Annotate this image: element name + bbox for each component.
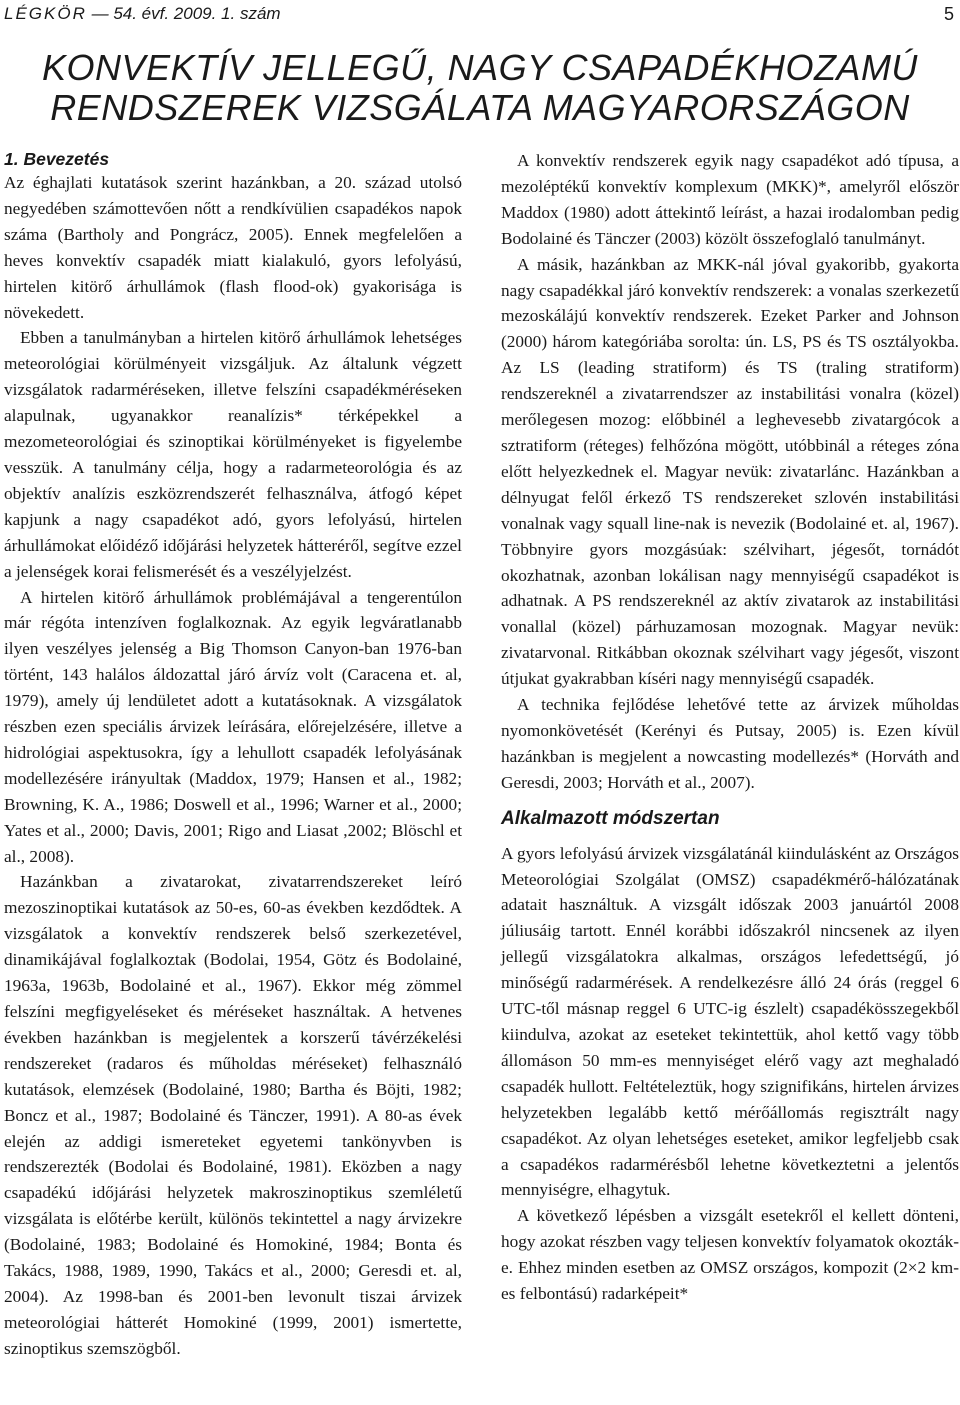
- paragraph: A másik, hazánkban az MKK-nál jóval gyakoribb, gyakorta nagy csapadékkal járó konvektív rendszerek: a vonalas szerkezetű mezoskálájú konvektív rendszerek. Ezeket Parker and Johnson (2000) három kategóriába sorolta: ún. LS, PS és TS osztályokba. Az LS (leading stratiform) és TS (traling stratiform) rendszereknél a zivatarrendszer az instabilitási vonalra (közel) merőlegesen mozog: előbbinél a leghevesebb zivatargócok a sztratiform (réteges) felhőzóna mögött, utóbbinál a réteges zóna előtt helyezkednek el. Magyar nevük: zivatarlánc. Hazánkban a délnyugat felől érkező TS rendszereket szlovén instabilitási vonalnak vagy squall line-nak is nevezik (Bodolainé et. al, 1967). Többnyire gyors mozgásúak: szélvihart, jégesőt, tornádót okozhatnak, azonban lokálisan nagy mennyiségű csapadékot is adhatnak. A PS rendszereknél az aktív zivatarok az instabilitási vonallal (közel) párhuzamosan mozognak. Magyar nevük: zivatarvonal. Ritkábban okoznak szélvihart vagy jégesőt, viszont útjukat gyakrabban kíséri nagy mennyiségű csapadék.: [501, 254, 959, 689]
- section-heading-methodology: Alkalmazott módszertan: [501, 807, 720, 829]
- paragraph: A következő lépésben a vizsgált esetekről el kellett dönteni, hogy azokat részben vagy teljesen konvektív folyamatok okozták-e. Ehhez minden esetben az OMSZ országos, kompozit (2×2 km-es felbontású) radarképeit*: [501, 1206, 959, 1304]
- title-line-1: KONVEKTÍV JELLEGŰ, NAGY CSAPADÉKHOZAMÚ: [42, 47, 918, 88]
- paragraph: A konvektív rendszerek egyik nagy csapadékot adó típusa, a mezoléptékű konvektív komplexum (MKK)*, amelyről először Maddox (1980) adott áttekintő leírást, a hazai irodalomban pedig Bodolainé és Tänczer (2003) közölt összefoglaló tanulmányt.: [501, 151, 959, 248]
- paragraph: Ebben a tanulmányban a hirtelen kitörő árhullámok lehetséges meteorológiai körülményeit vizsgáljuk. Az általunk végzett vizsgálatok radarméréseken, illetve felszíni csapadékméréseken alapulnak, ugyanakkor reanalízis* térképekkel a mezometeorológiai és szinoptikai körülményeket is figyelembe vesszük. A tanulmány célja, hogy a radarmeteorológia és az objektív analízis eszközrendszerét felhasználva, átfogó képet kapjunk a nagy csapadékot adó, gyors lefolyású, hirtelen árhullámokat előidéző időjárási helyzetek hátteréről, segítve ezzel a jelenségek korai felismerését és a veszélyjelzést.: [4, 328, 462, 581]
- article-title: [0, 48, 960, 128]
- journal-name: LÉGKÖR: [4, 4, 87, 23]
- right-column: [501, 148, 959, 1307]
- paragraph: Hazánkban a zivatarokat, zivatarrendszereket leíró mezoszinoptikai kutatások az 50-es, 60-as években kezdődtek. A vizsgálatok a konvektív rendszerek belső szerkezetével, dinamikájával foglalkoztak (Bodolai, 1954, Götz és Bodolainé, 1963a, 1963b, Bodolainé et al., 1967). Ekkor még zömmel felszíni megfigyeléseket és méréseket használtak. A hetvenes években hazánkban is megjelentek a korszerű távérzékelési rendszereket (radaros és műholdas méréseket) felhasználó kutatások, elemzések (Bodolainé, 1980; Bartha és Böjti, 1982; Boncz et al., 1987; Bodolainé és Tänczer, 1991). A 80-as évek elején az addigi ismereteket egyetemi tankönyvben is rendszerezték (Bodolai és Bodolainé, 1981). Eközben a nagy csapadékú időjárási helyzetek makroszinoptikus szemléletű vizsgálata is előtérbe került, különös tekintettel a nagy árvizekre (Bodolainé, 1983; Bodolainé és Homokiné, 1984; Bonta és Takács, 1988, 1989, 1990, Takács et al., 2000; Geresdi et. al, 2004). Az 1998-ban és 2001-ben levonult tiszai árvizek meteorológiai hátterét Homokiné (1999, 2001) ismertette, szinoptikus szemszögből.: [4, 872, 462, 1358]
- issue-info: — 54. évf. 2009. 1. szám: [91, 4, 281, 23]
- page-number: 5: [943, 3, 954, 24]
- header-left: [4, 4, 281, 24]
- paragraph: A hirtelen kitörő árhullámok problémájával a tengerentúlon már régóta intenzíven foglalkoznak. Az egyik legváratlanabb ilyen veszélyes jelenség a Big Thomson Canyon-ban 1976-ban történt, 143 halálos áldozattal járó árvíz volt (Caracena et. al, 1979), amely új lendületet adott a kutatásoknak. A vizsgálatok részben ezen speciális árvizek leírására, előrejelzésére, illetve a hidrológiai aspektusokra, így a lehullott csapadék lefolyásának modellezésére irányultak (Maddox, 1979; Hansen et al., 1982; Browning, K. A., 1986; Doswell et al., 1996; Warner et al., 2000; Yates et al., 2000; Davis, 2001; Rigo and Liasat ,2002; Blöschl et al., 2008).: [4, 587, 462, 866]
- paragraph: Az éghajlati kutatások szerint hazánkban, a 20. század utolsó negyedében számottevően nőtt a rendkívülien csapadékos napok száma (Bartholy and Pongrácz, 2005). Ennek megfelelően a heves konvektív csapadék miatt kialakuló, gyors lefolyású, hirtelen kitörő árhullámok (flash flood-ok) gyakorisága is növekedett.: [4, 173, 462, 322]
- paragraph: A gyors lefolyású árvizek vizsgálatánál kiindulásként az Országos Meteorológiai Szolgálat (OMSZ) csapadékmérő-hálózatának adatait használtuk. A vizsgált időszak 2003 januártól 2008 júliusáig tartott. Ennél korábbi időszakról nincsenek az ilyen jellegű vizsgálatokra alkalmas, országos lefedettségű, jó minőségű radarmérések. A rendelkezésre álló 24 órás (reggel 6 UTC-től másnap reggel 6 UTC-ig észlelt) csapadékösszegekből kiindulva, azokat az eseteket tekintettük, ahol kettő vagy több állomáson 50 mm-es mennyiséget elérő vagy azt meghaladó csapadék hullott. Feltételeztük, hogy szignifikáns, hirtelen árvizes helyzetekben legalább kettő mérőállomás regisztrált nagy csapadékot. Az olyan lehetséges eseteket, amikor legfeljebb csak a csapadékos radarmérésből lehetne következtetni a jelentős mennyiségre, elhagytuk.: [501, 843, 959, 1200]
- title-line-2: RENDSZEREK VIZSGÁLATA MAGYARORSZÁGON: [50, 87, 910, 128]
- running-header: [4, 2, 954, 26]
- paragraph: A technika fejlődése lehetővé tette az árvizek műholdas nyomonkövetését (Kerényi és Putsay, 2005) is. Ezen kívül hazánkban is megjelent a nowcasting modellezés* (Horváth and Geresdi, 2003; Horváth et al., 2007).: [501, 695, 959, 792]
- left-column: [4, 148, 462, 1362]
- section-heading-introduction: 1. Bevezetés: [4, 149, 110, 169]
